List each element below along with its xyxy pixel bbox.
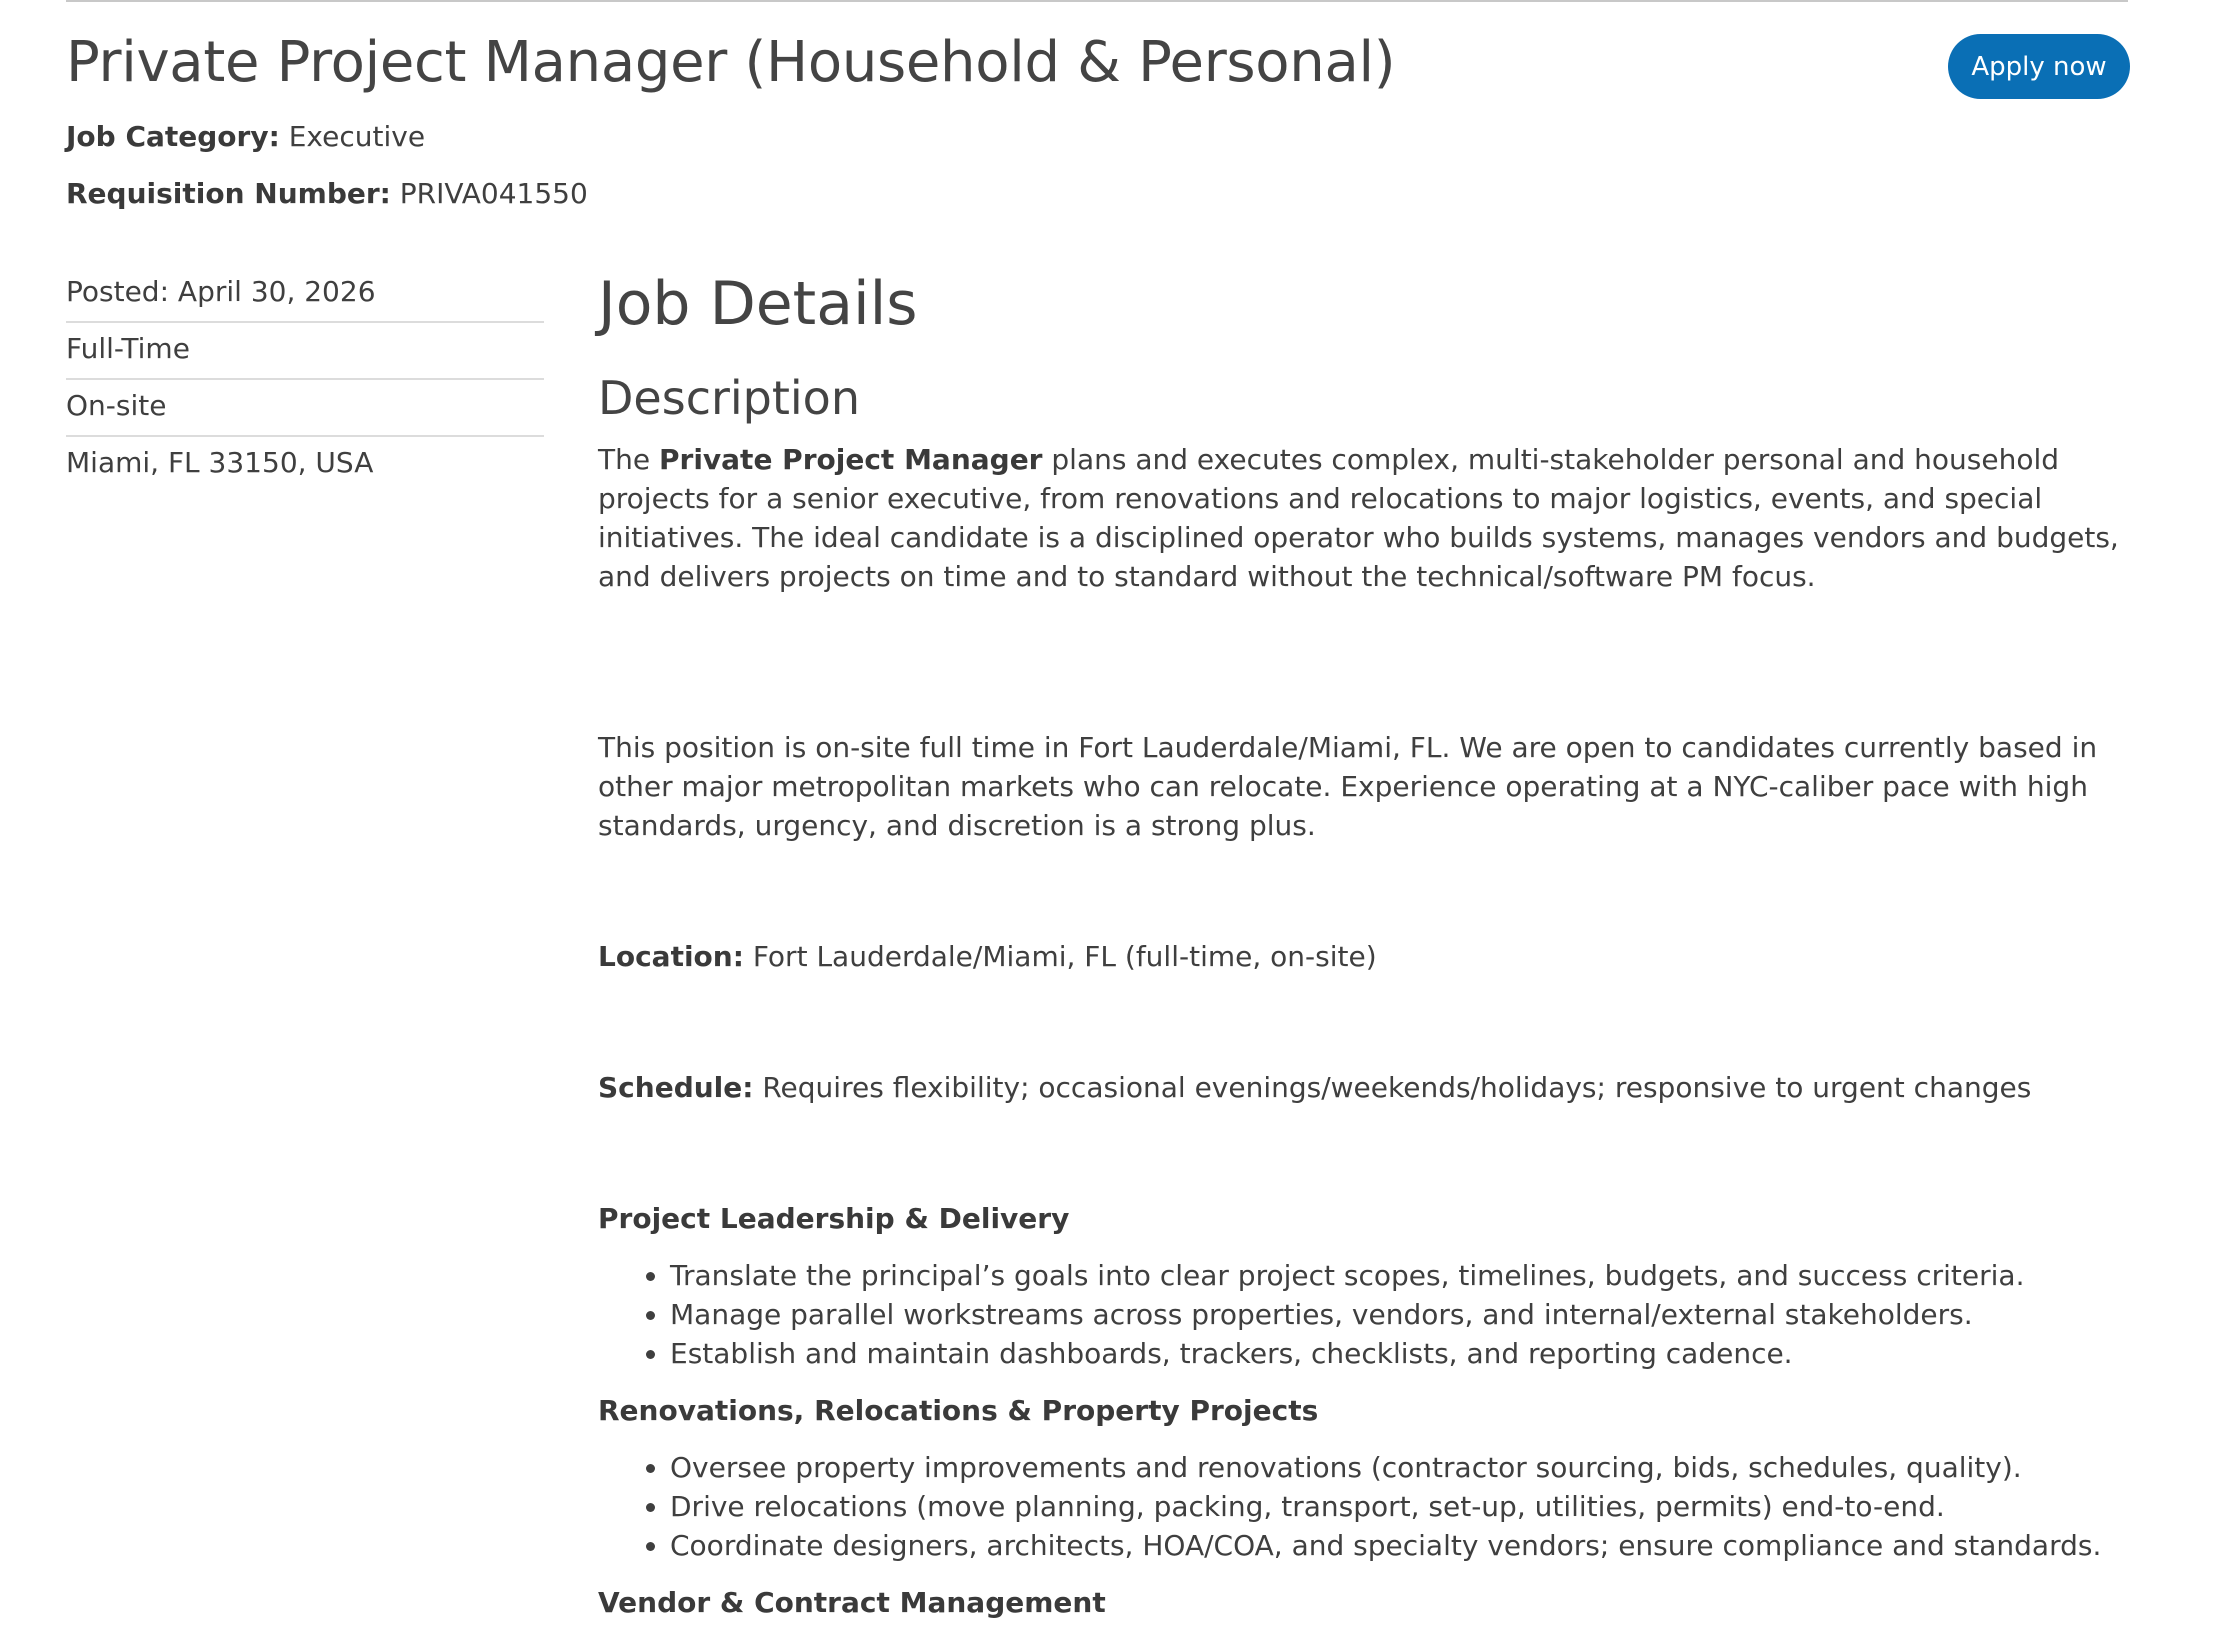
posted-date: Posted: April 30, 2026 bbox=[66, 266, 544, 323]
schedule-label: Schedule: bbox=[598, 1071, 754, 1104]
list-item: • Drive relocations (move planning, packing, transport, set-up, utilities, permits) end-to-end. bbox=[670, 1487, 2138, 1526]
project-leadership-list bbox=[598, 1256, 2138, 1373]
job-category-label: Job Category: bbox=[66, 120, 280, 153]
job-category-value: Executive bbox=[288, 120, 426, 153]
location-label: Location: bbox=[598, 940, 744, 973]
job-summary-sidebar bbox=[66, 266, 544, 494]
schedule-value: Requires flexibility; occasional evenings/weekends/holidays; responsive to urgent changes bbox=[753, 1071, 2032, 1104]
requisition-number bbox=[66, 177, 588, 210]
requisition-number-value: PRIVA041550 bbox=[399, 177, 588, 210]
top-divider bbox=[66, 0, 2128, 2]
group-heading-project-leadership: Project Leadership & Delivery bbox=[598, 1202, 1070, 1235]
intro-prefix: The bbox=[598, 443, 659, 476]
employment-type: Full-Time bbox=[66, 323, 544, 380]
list-item: • Establish and maintain dashboards, trackers, checklists, and reporting cadence. bbox=[670, 1334, 2138, 1373]
list-item: • Manage parallel workstreams across properties, vendors, and internal/external stakeholders. bbox=[670, 1295, 2138, 1334]
schedule-paragraph bbox=[598, 1068, 2138, 1107]
intro-role-name: Private Project Manager bbox=[658, 443, 1043, 476]
list-item: • Translate the principal’s goals into clear project scopes, timelines, budgets, and success criteria. bbox=[670, 1256, 2138, 1295]
job-category bbox=[66, 120, 425, 153]
list-item: • Oversee property improvements and renovations (contractor sourcing, bids, schedules, quality). bbox=[670, 1448, 2138, 1487]
subsection-title-description: Description bbox=[598, 371, 860, 425]
job-title: Private Project Manager (Household & Personal) bbox=[66, 30, 1396, 95]
group-heading-vendor-management: Vendor & Contract Management bbox=[598, 1586, 1106, 1619]
apply-now-button[interactable]: Apply now bbox=[1948, 34, 2130, 99]
renovations-list bbox=[598, 1448, 2138, 1565]
job-location: Miami, FL 33150, USA bbox=[66, 446, 374, 479]
job-details-content bbox=[598, 262, 2138, 1622]
work-arrangement: On-site bbox=[66, 380, 544, 437]
location-paragraph bbox=[598, 937, 2138, 976]
location-value: Fort Lauderdale/Miami, FL (full-time, on-site) bbox=[743, 940, 1377, 973]
position-note-paragraph: This position is on-site full time in Fort Lauderdale/Miami, FL. We are open to candidates currently based in other major metropolitan markets who can relocate. Experience operating at a NYC-caliber pace with high standards, urgency, and discretion is a strong plus. bbox=[598, 731, 2098, 842]
intro-body: plans and executes complex, multi-stakeholder personal and household projects for a senior executive, from renovations and relocations to major logistics, events, and special initiatives. The ideal candidate is a disciplined operator who builds systems, manages vendors and budgets, and delivers projects on time and to standard without the technical/software PM focus. bbox=[598, 443, 2119, 593]
group-heading-renovations: Renovations, Relocations & Property Projects bbox=[598, 1394, 1319, 1427]
section-title-job-details: Job Details bbox=[598, 269, 918, 339]
intro-paragraph bbox=[598, 440, 2138, 596]
requisition-number-label: Requisition Number: bbox=[66, 177, 391, 210]
list-item: • Coordinate designers, architects, HOA/COA, and specialty vendors; ensure compliance and standards. bbox=[670, 1526, 2138, 1565]
